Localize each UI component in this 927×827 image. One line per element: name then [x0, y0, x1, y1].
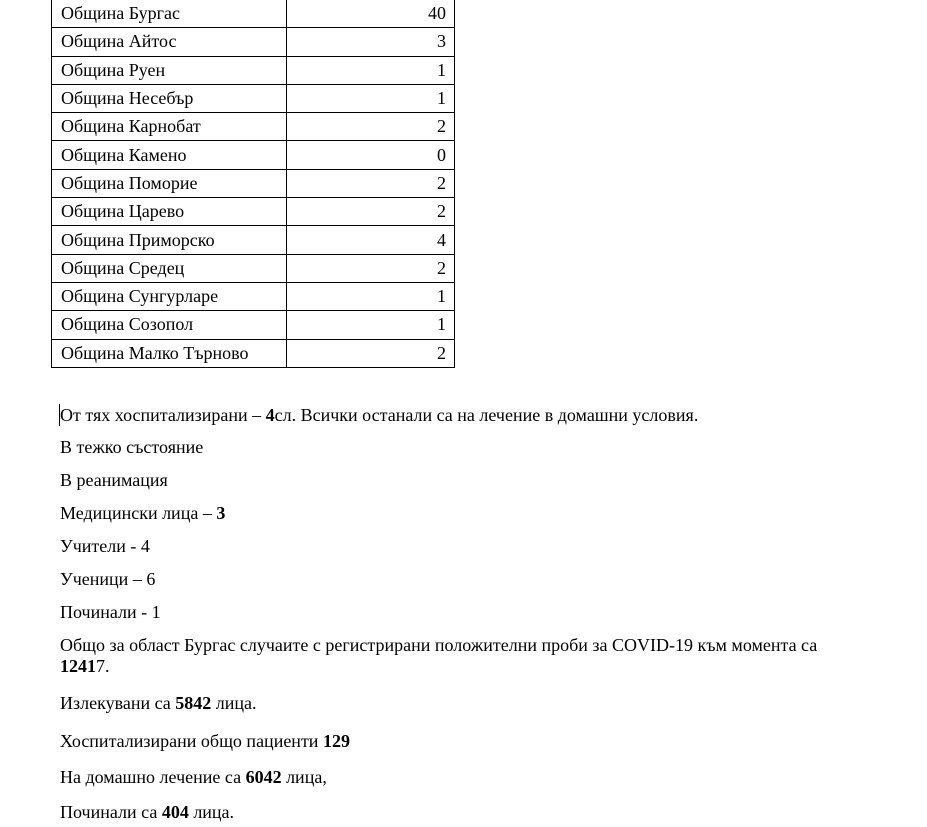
table-row [52, 339, 455, 367]
hospitalized-count: 4 [265, 405, 275, 425]
municipality-table-body [52, 0, 455, 367]
case-count-cell[interactable]: 1 [287, 84, 455, 112]
case-count-cell[interactable]: 0 [287, 141, 455, 169]
table-row [52, 169, 455, 197]
table-row [52, 254, 455, 282]
deceased-total-value: 404 [161, 802, 189, 822]
municipality-name-cell[interactable]: Община Поморие [52, 169, 287, 197]
case-count-cell[interactable]: 2 [287, 169, 455, 197]
case-count-cell[interactable]: 3 [287, 28, 455, 56]
severe-condition-paragraph[interactable]: В тежко състояние [60, 437, 204, 457]
recovered-paragraph[interactable] [60, 692, 257, 714]
hospitalized-total-paragraph[interactable] [60, 730, 350, 752]
table-row [52, 226, 455, 254]
total-cases-paragraph[interactable] [60, 635, 840, 677]
hospitalized-unit: сл [274, 405, 292, 425]
municipality-table [51, 0, 455, 368]
table-row [52, 56, 455, 84]
hospitalized-suffix: . Всички останали са на лечение в домашни условия. [291, 405, 699, 425]
case-count-cell[interactable]: 2 [287, 254, 455, 282]
hospitalized-prefix: От тях хоспитализирани – [60, 405, 266, 425]
table-row [52, 113, 455, 141]
recovered-suffix: лица. [211, 693, 257, 713]
case-count-cell[interactable]: 1 [287, 56, 455, 84]
medical-staff-paragraph[interactable] [60, 502, 225, 524]
case-count-cell[interactable]: 2 [287, 339, 455, 367]
municipality-name-cell[interactable]: Община Руен [52, 56, 287, 84]
hospitalized-total-label: Хоспитализирани общо пациенти [60, 731, 323, 751]
recovered-label: Излекувани са [60, 693, 176, 713]
medical-staff-value: 3 [216, 503, 226, 523]
municipality-name-cell[interactable]: Община Несебър [52, 84, 287, 112]
table-row [52, 0, 455, 28]
icu-paragraph[interactable]: В реанимация [60, 470, 168, 490]
recovered-value: 5842 [175, 693, 212, 713]
table-row [52, 28, 455, 56]
case-count-cell[interactable]: 4 [287, 226, 455, 254]
teachers-paragraph[interactable]: Учители - 4 [60, 536, 150, 556]
total-cases-value-bold: 1241 [60, 656, 96, 676]
table-row [52, 311, 455, 339]
case-count-cell[interactable]: 2 [287, 198, 455, 226]
municipality-name-cell[interactable]: Община Айтос [52, 28, 287, 56]
municipality-name-cell[interactable]: Община Сунгурларе [52, 282, 287, 310]
students-paragraph[interactable]: Ученици – 6 [60, 569, 156, 589]
hospitalized-total-value: 129 [322, 731, 350, 751]
deceased-total-label: Починали са [60, 802, 162, 822]
case-count-cell[interactable]: 40 [287, 0, 455, 28]
deceased-total-paragraph[interactable] [60, 801, 234, 823]
municipality-name-cell[interactable]: Община Карнобат [52, 113, 287, 141]
table-row [52, 84, 455, 112]
municipality-name-cell[interactable]: Община Средец [52, 254, 287, 282]
table-row [52, 282, 455, 310]
municipality-name-cell[interactable]: Община Созопол [52, 311, 287, 339]
municipality-name-cell[interactable]: Община Приморско [52, 226, 287, 254]
case-count-cell[interactable]: 1 [287, 282, 455, 310]
case-count-cell[interactable]: 1 [287, 311, 455, 339]
municipality-name-cell[interactable]: Община Царево [52, 198, 287, 226]
medical-staff-label: Медицински лица – [60, 503, 217, 523]
total-cases-text: Общо за област Бургас случаите с регистрирани положителни проби за COVID-19 към момента са [60, 635, 818, 655]
total-cases-end: . [105, 656, 110, 676]
home-treatment-value: 6042 [245, 767, 282, 787]
table-row [52, 198, 455, 226]
total-cases-value-rest: 7 [96, 656, 105, 676]
municipality-name-cell[interactable]: Община Камено [52, 141, 287, 169]
home-treatment-paragraph[interactable] [60, 766, 327, 788]
municipality-name-cell[interactable]: Община Малко Търново [52, 339, 287, 367]
deceased-total-suffix: лица. [188, 802, 235, 822]
hospitalized-paragraph[interactable] [60, 404, 698, 426]
deceased-today-paragraph[interactable]: Починали - 1 [60, 602, 161, 622]
municipality-name-cell[interactable]: Община Бургас [52, 0, 287, 28]
home-treatment-label: На домашно лечение са [60, 767, 246, 787]
table-row [52, 141, 455, 169]
home-treatment-suffix: лица, [281, 767, 327, 787]
case-count-cell[interactable]: 2 [287, 113, 455, 141]
